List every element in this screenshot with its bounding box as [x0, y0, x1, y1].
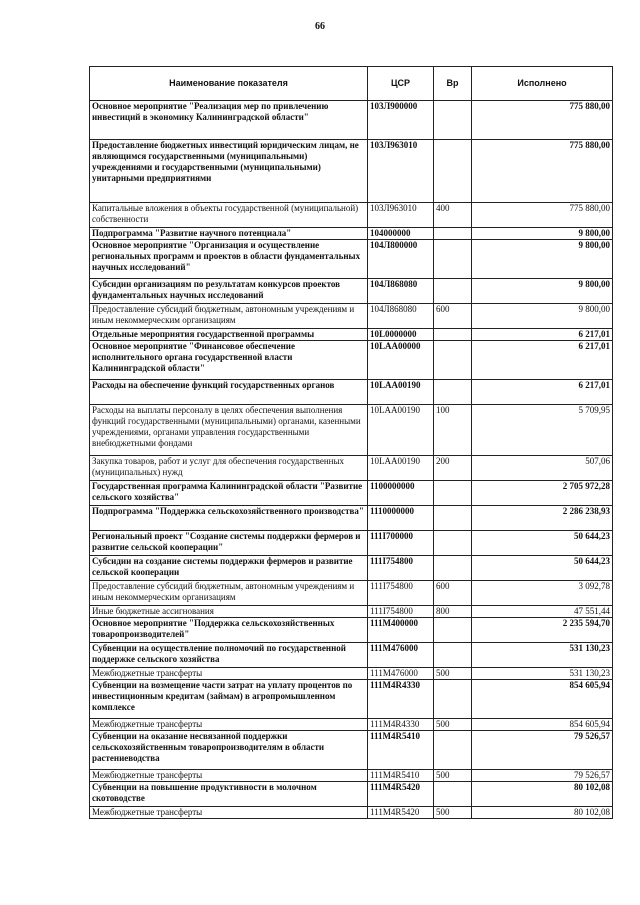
cell-amount: 3 092,78: [472, 581, 613, 606]
table-row: [90, 531, 613, 556]
table-row: [90, 140, 613, 203]
cell-amount: 2 705 972,28: [472, 481, 613, 506]
cell-csr: 1110000000: [368, 506, 434, 531]
cell-csr: 1100000000: [368, 481, 434, 506]
cell-csr: 104000000: [368, 228, 434, 240]
cell-name: Субвенции на повышение продуктивности в молочном скотоводстве: [90, 782, 368, 807]
cell-amount: 531 130,23: [472, 668, 613, 680]
table-row: [90, 618, 613, 643]
cell-amount: 775 880,00: [472, 101, 613, 140]
cell-csr: 111I754800: [368, 581, 434, 606]
cell-vr: 200: [434, 456, 472, 481]
cell-name: Предоставление субсидий бюджетным, автономным учреждениям и иным некоммерческим организациям: [90, 304, 368, 329]
header-csr: ЦСР: [368, 67, 434, 101]
table-row: [90, 329, 613, 341]
cell-name: Основное мероприятие "Поддержка сельскохозяйственных товаропроизводителей": [90, 618, 368, 643]
cell-amount: 854 605,94: [472, 719, 613, 731]
cell-amount: 775 880,00: [472, 203, 613, 228]
cell-vr: [434, 481, 472, 506]
table-row: [90, 782, 613, 807]
cell-name: Субсидии на создание системы поддержки фермеров и развитие сельской кооперации: [90, 556, 368, 581]
table-row: [90, 341, 613, 380]
page-number: 66: [315, 21, 325, 32]
cell-csr: 111I700000: [368, 531, 434, 556]
cell-name: Капитальные вложения в объекты государственной (муниципальной) собственности: [90, 203, 368, 228]
table-row: [90, 770, 613, 782]
cell-csr: 111I754800: [368, 556, 434, 581]
cell-vr: [434, 643, 472, 668]
cell-csr: 10L0000000: [368, 329, 434, 341]
table-header-row: [90, 67, 613, 101]
budget-table: [89, 66, 613, 819]
table-row: [90, 405, 613, 456]
cell-csr: 111М476000: [368, 668, 434, 680]
cell-name: Основное мероприятие "Реализация мер по привлечению инвестиций в экономику Калининградской области": [90, 101, 368, 140]
cell-csr: 111I754800: [368, 606, 434, 618]
cell-vr: [434, 341, 472, 380]
cell-name: Основное мероприятие "Финансовое обеспечение исполнительного органа государственной власти Калининградской области": [90, 341, 368, 380]
cell-amount: 6 217,01: [472, 341, 613, 380]
cell-amount: 6 217,01: [472, 329, 613, 341]
cell-vr: [434, 531, 472, 556]
cell-amount: 80 102,08: [472, 782, 613, 807]
cell-vr: 500: [434, 807, 472, 819]
cell-amount: 79 526,57: [472, 731, 613, 770]
cell-csr: 111М400000: [368, 618, 434, 643]
table-row: [90, 228, 613, 240]
cell-name: Субвенции на оказание несвязанной поддержки сельскохозяйственным товаропроизводителям в области растениеводства: [90, 731, 368, 770]
cell-csr: 111М4R4330: [368, 719, 434, 731]
cell-name: Подпрограмма "Поддержка сельскохозяйственного производства": [90, 506, 368, 531]
table-row: [90, 719, 613, 731]
table-row: [90, 807, 613, 819]
cell-amount: 9 800,00: [472, 304, 613, 329]
header-executed: Исполнено: [472, 67, 613, 101]
cell-amount: 9 800,00: [472, 279, 613, 304]
cell-amount: 50 644,23: [472, 531, 613, 556]
table-row: [90, 456, 613, 481]
cell-csr: 111М4R5410: [368, 770, 434, 782]
cell-csr: 111М4R4330: [368, 680, 434, 719]
cell-vr: [434, 228, 472, 240]
cell-amount: 9 800,00: [472, 240, 613, 279]
cell-vr: [434, 680, 472, 719]
cell-name: Закупка товаров, работ и услуг для обеспечения государственных (муниципальных) нужд: [90, 456, 368, 481]
table-row: [90, 481, 613, 506]
cell-csr: 111М4R5410: [368, 731, 434, 770]
cell-amount: 531 130,23: [472, 643, 613, 668]
cell-vr: [434, 556, 472, 581]
cell-name: Иные бюджетные ассигнования: [90, 606, 368, 618]
table-row: [90, 731, 613, 770]
cell-name: Межбюджетные трансферты: [90, 770, 368, 782]
cell-csr: 10LAA00000: [368, 341, 434, 380]
cell-vr: [434, 782, 472, 807]
cell-csr: 103Л963010: [368, 140, 434, 203]
table-body: [90, 101, 613, 819]
cell-name: Предоставление субсидий бюджетным, автономным учреждениям и иным некоммерческим организациям: [90, 581, 368, 606]
table-row: [90, 680, 613, 719]
cell-name: Государственная программа Калининградской области "Развитие сельского хозяйства": [90, 481, 368, 506]
table-row: [90, 643, 613, 668]
cell-vr: [434, 506, 472, 531]
cell-amount: 9 800,00: [472, 228, 613, 240]
cell-amount: 775 880,00: [472, 140, 613, 203]
cell-amount: 79 526,57: [472, 770, 613, 782]
cell-vr: [434, 618, 472, 643]
cell-amount: 507,06: [472, 456, 613, 481]
header-name: Наименование показателя: [90, 67, 368, 101]
cell-amount: 6 217,01: [472, 380, 613, 405]
cell-csr: 104Л800000: [368, 240, 434, 279]
table-row: [90, 581, 613, 606]
cell-csr: 10LAA00190: [368, 380, 434, 405]
cell-vr: 500: [434, 719, 472, 731]
table-row: [90, 101, 613, 140]
cell-vr: [434, 329, 472, 341]
header-vr: Вр: [434, 67, 472, 101]
cell-name: Субвенции на возмещение части затрат на уплату процентов по инвестиционным кредитам (займам) в агропромышленном комплексе: [90, 680, 368, 719]
cell-name: Расходы на выплаты персоналу в целях обеспечения выполнения функций государственными (муниципальными) органами, казенными учреждениями, органами управления государственными внебюджетными фондами: [90, 405, 368, 456]
cell-amount: 47 551,44: [472, 606, 613, 618]
cell-vr: 500: [434, 668, 472, 680]
cell-name: Субвенции на осуществление полномочий по государственной поддержке сельского хозяйства: [90, 643, 368, 668]
cell-csr: 104Л868080: [368, 304, 434, 329]
cell-vr: [434, 279, 472, 304]
table-row: [90, 668, 613, 680]
cell-name: Подпрограмма "Развитие научного потенциала": [90, 228, 368, 240]
cell-vr: 500: [434, 770, 472, 782]
cell-csr: 10LAA00190: [368, 405, 434, 456]
cell-amount: 2 286 238,93: [472, 506, 613, 531]
cell-csr: 111М476000: [368, 643, 434, 668]
cell-amount: 854 605,94: [472, 680, 613, 719]
table-row: [90, 606, 613, 618]
cell-vr: [434, 731, 472, 770]
cell-name: Расходы на обеспечение функций государственных органов: [90, 380, 368, 405]
table-row: [90, 240, 613, 279]
table-row: [90, 304, 613, 329]
cell-vr: [434, 140, 472, 203]
table-row: [90, 380, 613, 405]
cell-vr: [434, 380, 472, 405]
table-row: [90, 203, 613, 228]
cell-vr: 600: [434, 304, 472, 329]
table-row: [90, 556, 613, 581]
cell-name: Основное мероприятие "Организация и осуществление региональных программ и проектов в области фундаментальных научных исследований": [90, 240, 368, 279]
cell-amount: 80 102,08: [472, 807, 613, 819]
cell-csr: 111М4R5420: [368, 807, 434, 819]
cell-vr: 100: [434, 405, 472, 456]
cell-name: Межбюджетные трансферты: [90, 807, 368, 819]
cell-amount: 2 235 594,70: [472, 618, 613, 643]
cell-csr: 111М4R5420: [368, 782, 434, 807]
cell-amount: 5 709,95: [472, 405, 613, 456]
cell-name: Межбюджетные трансферты: [90, 668, 368, 680]
cell-name: Региональный проект "Создание системы поддержки фермеров и развитие сельской кооперации": [90, 531, 368, 556]
cell-amount: 50 644,23: [472, 556, 613, 581]
cell-name: Отдельные мероприятия государственной программы: [90, 329, 368, 341]
table-row: [90, 506, 613, 531]
cell-csr: 103Л963010: [368, 203, 434, 228]
cell-csr: 103Л900000: [368, 101, 434, 140]
cell-vr: 800: [434, 606, 472, 618]
cell-csr: 104Л868080: [368, 279, 434, 304]
cell-name: Предоставление бюджетных инвестиций юридическим лицам, не являющимся государственными (муниципальными) учреждениями и государственными (муниципальными) унитарными предприятиями: [90, 140, 368, 203]
table-row: [90, 279, 613, 304]
cell-vr: 400: [434, 203, 472, 228]
cell-vr: [434, 101, 472, 140]
cell-name: Межбюджетные трансферты: [90, 719, 368, 731]
cell-vr: 600: [434, 581, 472, 606]
cell-vr: [434, 240, 472, 279]
cell-csr: 10LAA00190: [368, 456, 434, 481]
cell-name: Субсидии организациям по результатам конкурсов проектов фундаментальных научных исследований: [90, 279, 368, 304]
